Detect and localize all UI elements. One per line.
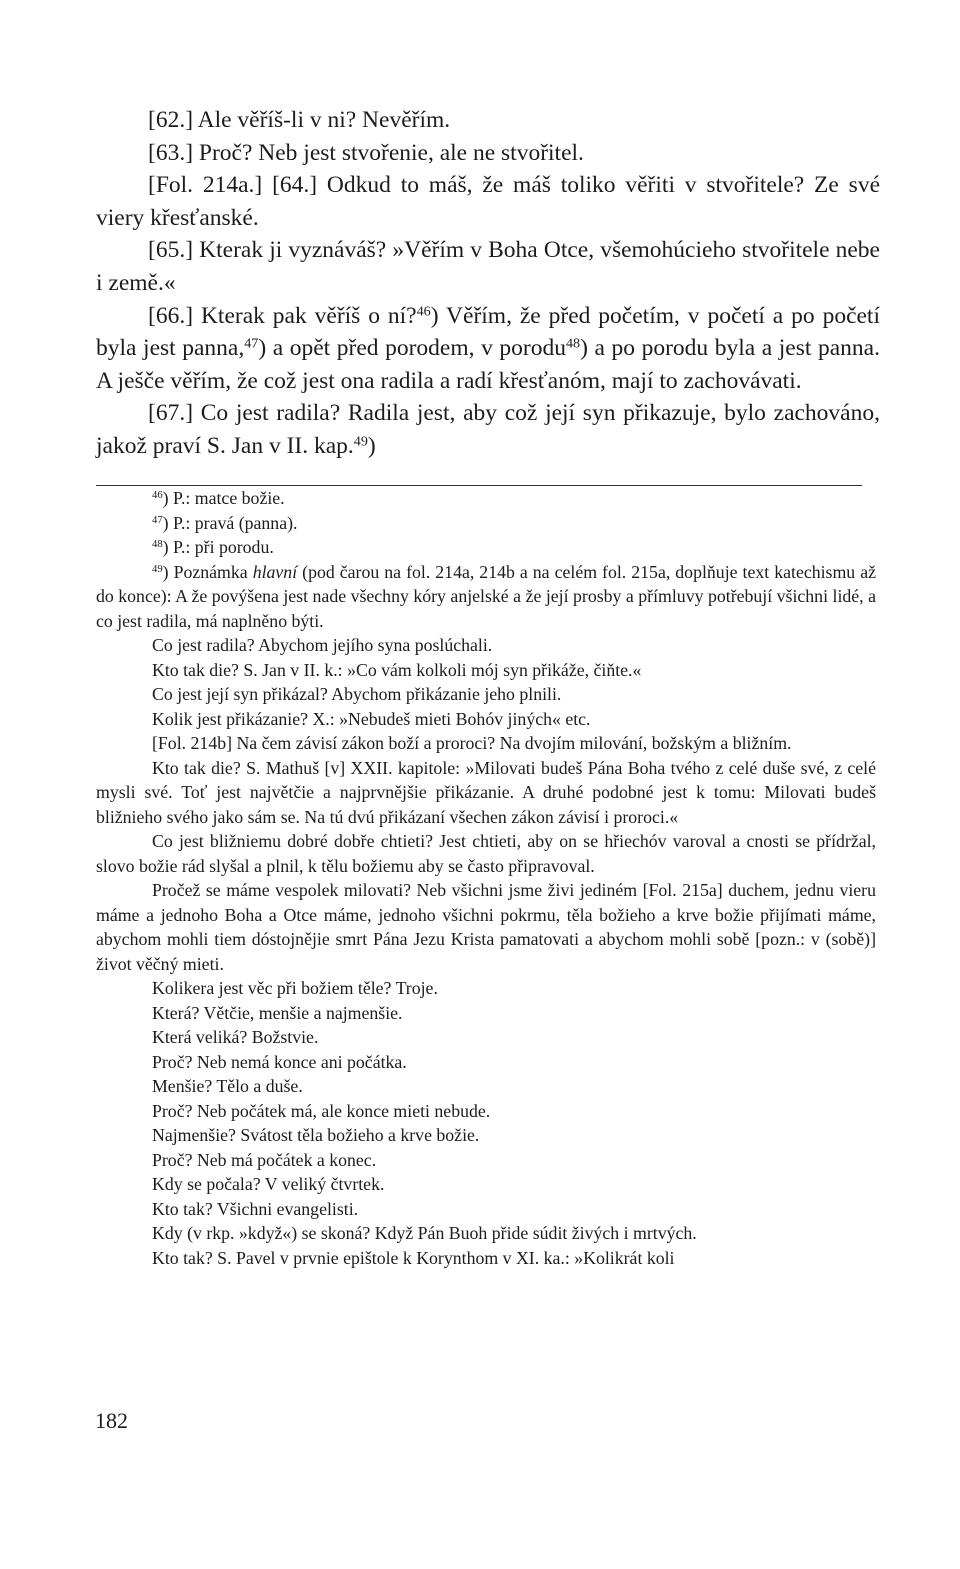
footnote-marker: 46 [152, 489, 163, 502]
text-run: [63.] Proč? Neb jest stvořenie, ale ne stvořitel. [148, 139, 584, 166]
emphasis: hlavní [252, 561, 298, 582]
footnote-paragraph [96, 707, 876, 732]
footnote-paragraph [96, 756, 876, 830]
text-run: Kto tak? S. Pavel v prvnie epištole k Korynthom v XI. ka.: »Kolikrát koli [152, 1247, 675, 1268]
text-run: Menšie? Tělo a duše. [152, 1076, 303, 1096]
footnote-paragraph [96, 1099, 876, 1124]
footnote-marker: 48 [566, 335, 581, 352]
footnote-paragraph [96, 1001, 876, 1026]
footnote-paragraph [96, 682, 876, 707]
text-run: ) a po porodu byla a jest panna. A ješče věřím, že což jest ona radila a radí křesťanóm, mají to zachovávati. [96, 335, 880, 394]
text-run: [Fol. 214b] Na čem závisí zákon boží a proroci? Na dvojím milování, božským a bližním. [152, 733, 792, 753]
main-paragraph [96, 169, 880, 234]
footnote-marker: 46 [416, 302, 431, 319]
text-run: Kto tak? Všichni evangelisti. [152, 1198, 359, 1219]
footnote-paragraph [96, 976, 876, 1001]
text-run: ) a opět před porodem, v porodu [258, 335, 566, 362]
footnote-paragraph [96, 1148, 876, 1173]
footnote-paragraph [96, 1050, 876, 1075]
footnote-paragraph [96, 731, 876, 756]
main-paragraph [96, 234, 880, 299]
text-run: ) P.: pravá (panna). [162, 512, 298, 533]
text-run: ) P.: matce božie. [162, 488, 285, 508]
footnote-marker: 47 [244, 335, 259, 352]
text-run: [62.] Ale věříš-li v ni? Nevěřím. [148, 107, 451, 133]
text-run: Proč? Neb nemá konce ani počátka. [152, 1051, 407, 1072]
footnote-paragraph [96, 1025, 876, 1050]
text-run: Proč? Neb má počátek a konec. [152, 1149, 377, 1170]
main-paragraph [96, 104, 880, 137]
footnote-paragraph [96, 1246, 876, 1271]
text-run: (pod čarou na fol. 214a, 214b a na celém fol. 215a, doplňuje text katechismu až do konce): A že povýšena jest nade všechny kóry anjelské a že její prosby a přímluvy potřebují všichni lidé, a co jest radila, má naplněno býti. [96, 561, 876, 631]
footnote-paragraph [96, 829, 876, 878]
footnote-marker: 47 [152, 513, 163, 526]
text-run: [Fol. 214a.] [64.] Odkud to máš, že máš toliko věřiti v stvořitele? Ze své viery křesťanské. [96, 172, 880, 231]
main-paragraph [96, 300, 880, 398]
footnote-paragraph [96, 1172, 876, 1197]
footnote-paragraph [96, 1197, 876, 1222]
footnote-paragraph [96, 535, 876, 560]
footnote-marker: 48 [152, 538, 163, 551]
text-run: Co jest radila? Abychom jejího syna poslúchali. [152, 635, 493, 655]
text-run: Kto tak die? S. Jan v II. k.: »Co vám kolkoli mój syn přikáže, čiňte.« [152, 659, 642, 680]
text-run: Která veliká? Božstvie. [152, 1027, 319, 1047]
text-run: Kolik jest přikázanie? X.: »Nebudeš mieti Bohóv jiných« etc. [152, 708, 591, 729]
text-run: Která? Větčie, menšie a najmenšie. [152, 1002, 403, 1023]
page-number: 182 [95, 1408, 128, 1433]
text-run: ) P.: při porodu. [162, 537, 274, 557]
main-text [96, 104, 880, 463]
footnote-paragraph [96, 1074, 876, 1099]
text-run: [65.] Kterak ji vyznáváš? »Věřím v Boha Otce, všemohúcieho stvořitele nebe i země.« [96, 237, 880, 296]
text-run: Proč? Neb počátek má, ale konce mieti nebude. [152, 1100, 491, 1121]
footnote-paragraph [96, 658, 876, 683]
text-run: Kdy (v rkp. »když«) se skoná? Když Pán Buoh přide súdit živých i mrtvých. [152, 1223, 697, 1243]
text-run: ) [367, 432, 376, 459]
text-run: [66.] Kterak pak věříš o ní? [148, 302, 417, 329]
footnote-paragraph [96, 1221, 876, 1246]
footnote-paragraph [96, 878, 876, 976]
footnote-paragraph [96, 1123, 876, 1148]
main-paragraph [96, 397, 880, 462]
text-run: Co jest bližniemu dobré dobře chtieti? Jest chtieti, aby on se hřiechóv varoval a cnosti se přídržal, slovo božie rád slyšal a plnil, k tělu božiemu aby se často připravoval. [96, 831, 876, 876]
text-run: Kdy se počala? V veliký čtvrtek. [152, 1174, 385, 1194]
text-run: [67.] Co jest radila? Radila jest, aby což její syn přikazuje, bylo zachováno, jakož praví S. Jan v II. kap. [96, 400, 880, 459]
text-run: Kto tak die? S. Mathuš [v] XXII. kapitole: »Milovati budeš Pána Boha tvého z celé duše své, z celé mysli své. Toť jest najvětčie a najprvnějšie přikázanie. A druhé podobné jest k tomu: Milovati budeš bližnieho svého jako sám se. Na tú dvú přikázaní všechen zákon závisí i proroci.« [96, 757, 876, 827]
text-run: Kolikera jest věc při božiem těle? Troje. [152, 978, 438, 998]
main-paragraph [96, 137, 880, 170]
footnote-marker: 49 [152, 562, 163, 575]
text-run: Co jest její syn přikázal? Abychom přikázanie jeho plnili. [152, 684, 562, 704]
text-run: ) Věřím, že před početím, v početí a po početí byla jest panna, [96, 302, 880, 362]
footnotes [96, 486, 876, 1270]
footnote-paragraph [96, 511, 876, 536]
footnote-paragraph [96, 560, 876, 634]
text-run: Pročež se máme vespolek milovati? Neb všichni jsme živi jediném [Fol. 215a] duchem, jednu vieru máme a jednoho Boha a Otce máme, jednoho všichni pokrmu, těla božieho a krve božie přijímati máme, abychom mohli tiem dóstojnějie smrt Pána Jezu Krista pamatovati a abychom mohli sobě [pozn.: v (sobě)] život věčný mieti. [96, 880, 876, 974]
footnote-marker: 49 [353, 433, 368, 450]
text-run: Najmenšie? Svátost těla božieho a krve božie. [152, 1125, 480, 1145]
footnote-paragraph [96, 486, 876, 511]
footnote-paragraph [96, 633, 876, 658]
text-run: ) Poznámka [162, 561, 253, 582]
